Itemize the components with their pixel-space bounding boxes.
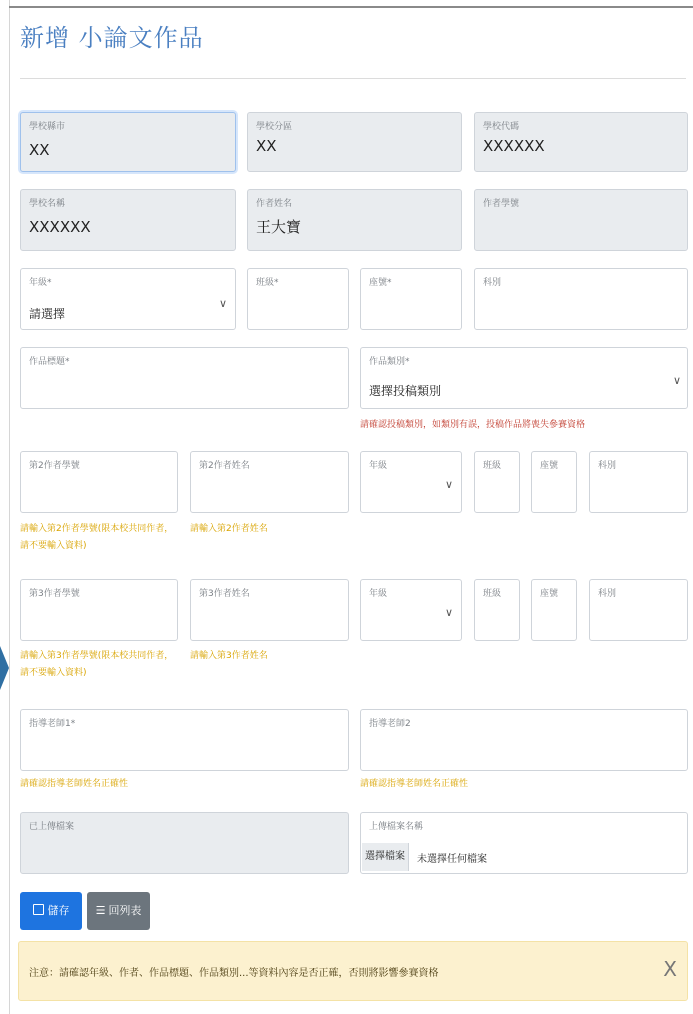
save-button-label: 儲存 (47, 904, 70, 917)
author2-seat-input[interactable] (531, 451, 577, 513)
author-id-field[interactable] (474, 189, 688, 251)
side-arrow-icon (0, 646, 9, 690)
category-hint: 請確認投稿類別，如類別有誤，投稿作品將喪失參賽資格 (360, 420, 586, 430)
author3-id-input[interactable] (20, 579, 178, 641)
back-button-label: 回列表 (108, 904, 142, 917)
work-category-select[interactable] (360, 347, 688, 409)
school-district-field[interactable] (247, 112, 462, 172)
author3-name-hint: 請輸入第3作者姓名 (190, 651, 268, 661)
department-label: 科別 (483, 278, 502, 288)
chevron-down-icon: ∨ (219, 297, 228, 310)
class-label: 班級* (256, 278, 279, 288)
author3-dept-input[interactable] (589, 579, 688, 641)
author3-seat-input[interactable] (531, 579, 577, 641)
alert-text: 注意：請確認年級、作者、作品標題、作品類別...等資料內容是否正確，否則將影響參賽資格 (29, 968, 439, 979)
school-code-value: XXXXXX (483, 137, 545, 155)
author3-id-hint: 請輸入第3作者學號(限本校共同作者，請不要輸入資料) (20, 651, 174, 678)
author3-class-input[interactable] (474, 579, 520, 641)
chevron-down-icon: ∨ (673, 374, 682, 387)
work-title-input[interactable] (20, 347, 349, 409)
class-input[interactable] (247, 268, 349, 330)
grade-value: 請選擇 (29, 307, 66, 321)
author2-id-input[interactable] (20, 451, 178, 513)
author2-grade-label: 年級 (369, 461, 388, 471)
no-file-text: 未選擇任何檔案 (417, 854, 487, 865)
grade-select[interactable] (20, 268, 236, 330)
page-title: 新增 小論文作品 (20, 24, 204, 52)
grade-label: 年級* (29, 278, 52, 288)
school-city-field[interactable] (20, 112, 236, 172)
work-title-label: 作品標題* (29, 357, 70, 367)
save-icon (33, 904, 44, 915)
close-icon[interactable]: X (663, 957, 677, 981)
uploaded-file-label: 已上傳檔案 (29, 822, 75, 832)
school-district-value: XX (256, 137, 277, 155)
teacher1-hint: 請確認指導老師姓名正確性 (20, 779, 129, 789)
list-icon: ☰ (95, 904, 106, 917)
teacher1-label: 指導老師1* (29, 719, 76, 729)
author2-class-input[interactable] (474, 451, 520, 513)
top-border (9, 6, 693, 8)
seat-input[interactable] (360, 268, 462, 330)
author2-seat-label: 座號 (540, 461, 559, 471)
chevron-down-icon: ∨ (445, 478, 454, 491)
teacher1-input[interactable] (20, 709, 349, 771)
teacher2-label: 指導老師2 (369, 719, 411, 729)
author3-dept-label: 科別 (598, 589, 617, 599)
author3-seat-label: 座號 (540, 589, 559, 599)
chevron-down-icon: ∨ (445, 606, 454, 619)
school-code-field[interactable] (474, 112, 688, 172)
author3-name-input[interactable] (190, 579, 349, 641)
author3-class-label: 班級 (483, 589, 502, 599)
upload-file-label: 上傳檔案名稱 (369, 822, 424, 832)
author2-name-label: 第2作者姓名 (199, 461, 250, 471)
author2-class-label: 班級 (483, 461, 502, 471)
author2-id-label: 第2作者學號 (29, 461, 80, 471)
author2-dept-label: 科別 (598, 461, 617, 471)
teacher2-hint: 請確認指導老師姓名正確性 (360, 779, 469, 789)
uploaded-file-field (20, 812, 349, 874)
author2-grade-select[interactable] (360, 451, 462, 513)
choose-file-button[interactable]: 選擇檔案 (362, 843, 409, 871)
author3-id-label: 第3作者學號 (29, 589, 80, 599)
school-code-label: 學校代碼 (483, 122, 520, 132)
school-city-value: XX (29, 141, 50, 159)
work-category-label: 作品類別* (369, 357, 410, 367)
author3-grade-label: 年級 (369, 589, 388, 599)
teacher2-input[interactable] (360, 709, 688, 771)
author-name-value: 王大寶 (256, 218, 302, 236)
author2-dept-input[interactable] (589, 451, 688, 513)
author-id-label: 作者學號 (483, 199, 520, 209)
school-district-label: 學校分區 (256, 122, 293, 132)
school-city-label: 學校縣市 (29, 122, 66, 132)
author3-grade-select[interactable] (360, 579, 462, 641)
title-divider (20, 78, 686, 79)
department-input[interactable] (474, 268, 688, 330)
author-name-field[interactable] (247, 189, 462, 251)
school-name-value: XXXXXX (29, 218, 91, 236)
warning-alert (18, 941, 688, 1001)
school-name-field[interactable] (20, 189, 236, 251)
author2-id-hint: 請輸入第2作者學號(限本校共同作者，請不要輸入資料) (20, 524, 174, 551)
upload-file-field[interactable] (360, 812, 688, 874)
save-button[interactable] (20, 892, 82, 930)
work-category-value: 選擇投稿類別 (369, 384, 442, 398)
school-name-label: 學校名稱 (29, 199, 66, 209)
seat-label: 座號* (369, 278, 392, 288)
back-to-list-button[interactable] (87, 892, 150, 930)
author-name-label: 作者姓名 (256, 199, 293, 209)
author2-name-hint: 請輸入第2作者姓名 (190, 524, 268, 534)
author3-name-label: 第3作者姓名 (199, 589, 250, 599)
author2-name-input[interactable] (190, 451, 349, 513)
